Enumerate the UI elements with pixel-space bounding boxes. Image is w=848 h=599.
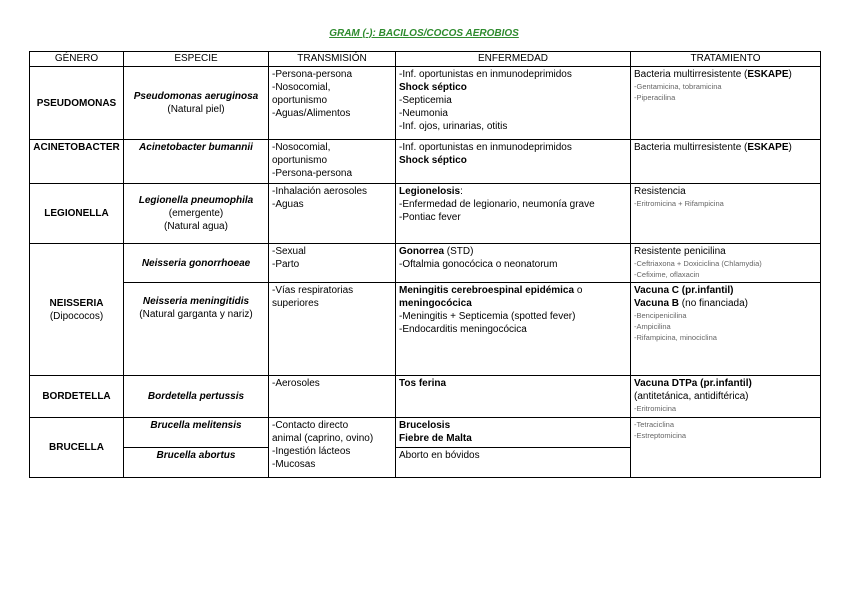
disease-line: -Oftalmia gonocócica o neonatorum — [399, 259, 558, 270]
species-name: Neisseria gonorrhoeae — [141, 257, 251, 269]
table-row-neisseria-meningitidis — [30, 283, 821, 376]
transmission-line: -Persona-persona — [272, 168, 353, 179]
disease-line: -Pontiac fever — [399, 212, 461, 223]
disease-cell — [396, 140, 631, 184]
transmission-line: -Aguas/Alimentos — [272, 108, 351, 119]
species-name: Brucella melitensis — [150, 420, 242, 431]
transmission-cell — [269, 67, 396, 140]
disease-cell — [396, 448, 631, 478]
species-name: Brucella abortus — [156, 450, 236, 461]
disease-line-bold: Shock séptico — [399, 155, 467, 166]
disease-line-bold: Shock séptico — [399, 82, 467, 93]
header-especie: ESPECIE — [124, 52, 269, 67]
table-row-pseudomonas — [30, 67, 821, 140]
disease-line: -Inf. ojos, urinarias, otitis — [399, 121, 508, 132]
species-cell — [124, 67, 269, 140]
drug-line: -Ampicilina — [634, 322, 671, 331]
disease-cell — [396, 376, 631, 418]
disease-title-2: meningocócica — [399, 298, 472, 309]
disease-title: Gonorrea (STD) — [399, 246, 474, 257]
species-note: (Natural garganta y nariz) — [139, 309, 253, 320]
table-row-legionella — [30, 184, 821, 244]
drug-line: -Estreptomicina — [634, 431, 687, 440]
page-title: GRAM (-): BACILOS/COCOS AEROBIOS — [329, 28, 519, 39]
transmission-cell — [269, 244, 396, 283]
transmission-line: -Sexual — [272, 246, 306, 257]
drug-line: -Eritromicina — [634, 404, 677, 413]
table-row-acinetobacter — [30, 140, 821, 184]
species-cell — [124, 244, 269, 283]
transmission-line: superiores — [272, 298, 319, 309]
transmission-line: -Inhalación aerosoles — [272, 186, 368, 197]
transmission-cell — [269, 418, 396, 478]
transmission-line: -Ingestión lácteos — [272, 446, 351, 457]
species-cell — [124, 140, 269, 184]
drug-line: -Rifampicina, minociclina — [634, 333, 717, 342]
transmission-line: -Mucosas — [272, 459, 316, 470]
genus-cell: LEGIONELLA — [30, 184, 124, 244]
species-name: Neisseria meningitidis — [142, 296, 250, 307]
species-note: (emergente) — [168, 208, 224, 219]
drug-line: -Piperacilina — [634, 93, 676, 102]
transmission-line: -Parto — [272, 259, 300, 270]
disease-title: Tos ferina — [399, 378, 447, 389]
genus-name: NEISSERIA — [49, 297, 104, 309]
transmission-line: oportunismo — [272, 95, 328, 106]
treatment-main: Resistencia — [634, 186, 686, 197]
drug-line: -Tetraciclina — [634, 420, 675, 429]
table-row-brucella-melitensis — [30, 418, 821, 448]
genus-cell: BORDETELLA — [30, 376, 124, 418]
treatment-cell — [631, 184, 821, 244]
transmission-cell — [269, 140, 396, 184]
transmission-line: -Persona-persona — [272, 69, 353, 80]
species-name: Bordetella pertussis — [147, 391, 245, 402]
species-note: (Natural agua) — [164, 221, 228, 232]
transmission-line: -Nosocomial, — [272, 82, 331, 93]
disease-cell — [396, 283, 631, 376]
header-tratamiento: TRATAMIENTO — [631, 52, 821, 67]
transmission-line: animal (caprino, ovino) — [272, 433, 374, 444]
treatment-main: Resistente penicilina — [634, 246, 726, 257]
transmission-line: -Nosocomial, — [272, 142, 331, 153]
disease-line: -Septicemia — [399, 95, 452, 106]
transmission-cell — [269, 376, 396, 418]
transmission-line: oportunismo — [272, 155, 328, 166]
transmission-line: -Vías respiratorias — [272, 285, 354, 296]
transmission-line: -Contacto directo — [272, 420, 349, 431]
species-cell — [124, 376, 269, 418]
disease-line: -Inf. oportunistas en inmunodeprimidos — [399, 69, 572, 80]
genus-cell: PSEUDOMONAS — [30, 67, 124, 140]
header-row — [30, 52, 821, 67]
drug-line: -Eritromicina + Rifampicina — [634, 199, 724, 208]
disease-line: -Endocarditis meningocócica — [399, 324, 527, 335]
disease-cell — [396, 244, 631, 283]
drug-line: -Bencipenicilina — [634, 311, 687, 320]
disease-line: -Enfermedad de legionario, neumonía grave — [399, 199, 595, 210]
species-name: Pseudomonas aeruginosa — [133, 91, 259, 102]
drug-line: -Cefixime, oflaxacin — [634, 270, 700, 279]
treatment-main: Vacuna DTPa (pr.infantil) — [634, 378, 752, 389]
table-row-bordetella — [30, 376, 821, 418]
treatment-cell — [631, 418, 821, 478]
genus-cell — [30, 244, 124, 376]
treatment-vaccine-b: Vacuna B (no financiada) — [634, 298, 748, 309]
header-transmision: TRANSMISIÓN — [269, 52, 396, 67]
species-name: Legionella pneumophila — [138, 195, 254, 206]
genus-cell: BRUCELLA — [30, 418, 124, 478]
transmission-line: -Aguas — [272, 199, 304, 210]
treatment-cell — [631, 376, 821, 418]
treatment-cell — [631, 244, 821, 283]
disease-cell — [396, 184, 631, 244]
treatment-cell — [631, 140, 821, 184]
disease-title: Meningitis cerebroespinal epidémica o — [399, 285, 583, 296]
transmission-line: -Aerosoles — [272, 378, 320, 389]
disease-line: Aborto en bóvidos — [399, 450, 480, 461]
treatment-main: Bacteria multirresistente (ESKAPE) — [634, 69, 792, 80]
disease-cell — [396, 418, 631, 448]
disease-line: -Neumonia — [399, 108, 448, 119]
disease-line: -Meningitis + Septicemia (spotted fever) — [399, 311, 576, 322]
disease-cell — [396, 67, 631, 140]
treatment-vaccine-c: Vacuna C (pr.infantil) — [634, 285, 734, 296]
species-cell — [124, 184, 269, 244]
treatment-note: (antitetánica, antidiftérica) — [634, 391, 749, 402]
species-note: (Natural piel) — [167, 104, 225, 115]
transmission-cell — [269, 184, 396, 244]
table-row-neisseria-gonorrhoeae — [30, 244, 821, 283]
treatment-cell — [631, 67, 821, 140]
header-enfermedad: ENFERMEDAD — [396, 52, 631, 67]
treatment-cell — [631, 283, 821, 376]
transmission-cell — [269, 283, 396, 376]
species-cell — [124, 418, 269, 448]
disease-title: Brucelosis — [399, 420, 451, 431]
species-name: Acinetobacter bumannii — [139, 142, 253, 153]
genus-cell: ACINETOBACTER — [30, 140, 124, 184]
disease-title-2: Fiebre de Malta — [399, 433, 472, 444]
bacteria-table — [29, 51, 821, 478]
disease-line: -Inf. oportunistas en inmunodeprimidos — [399, 142, 572, 153]
header-genero: GÉNERO — [30, 52, 124, 67]
species-cell — [124, 448, 269, 478]
drug-line: -Gentamicina, tobramicina — [634, 82, 722, 91]
treatment-main: Bacteria multirresistente (ESKAPE) — [634, 142, 792, 153]
disease-title: Legionelosis: — [399, 186, 463, 197]
drug-line: -Ceftriaxona + Doxiciclina (Chlamydia) — [634, 259, 762, 268]
species-cell — [124, 283, 269, 376]
genus-note: (Dipococos) — [49, 310, 104, 322]
